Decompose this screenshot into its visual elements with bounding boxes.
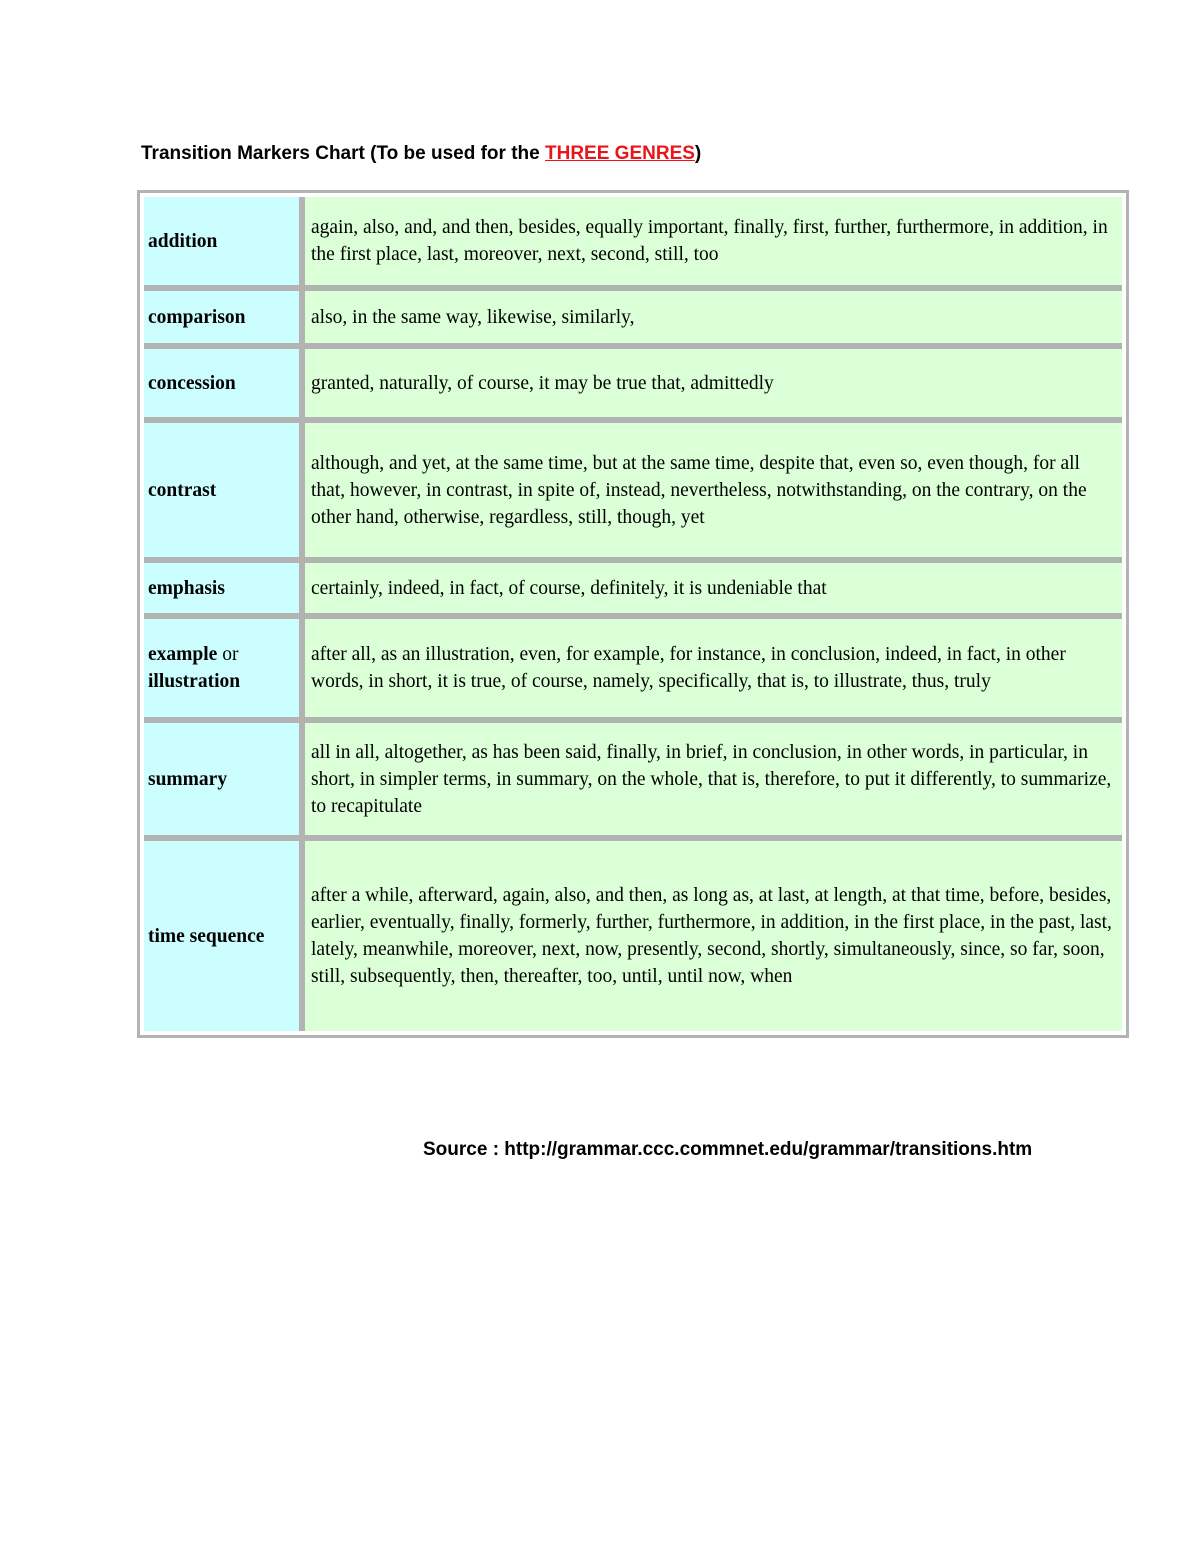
table-row <box>144 349 1122 423</box>
words-cell: after all, as an illustration, even, for example, for instance, in conclusion, indeed, in fact, in other words, in short, it is true, of course, namely, specifically, that is, to illustrate, thus, truly <box>305 619 1122 723</box>
term-cell: emphasis <box>144 563 305 619</box>
term-cell: addition <box>144 197 305 291</box>
table-row <box>144 563 1122 619</box>
title-genres-link[interactable]: THREE GENRES <box>545 143 695 164</box>
page-title <box>141 143 701 165</box>
term-illustration: illustration <box>148 671 241 692</box>
words-cell: granted, naturally, of course, it may be true that, admittedly <box>305 349 1122 423</box>
words-cell: although, and yet, at the same time, but at the same time, despite that, even so, even though, for all that, however, in contrast, in spite of, instead, nevertheless, notwithstanding, on the contrary, on the other hand, otherwise, regardless, still, though, yet <box>305 423 1122 563</box>
title-suffix: ) <box>694 143 702 164</box>
words-cell: again, also, and, and then, besides, equally important, finally, first, further, furthermore, in addition, in the first place, last, moreover, next, second, still, too <box>305 197 1122 291</box>
table-row <box>144 619 1122 723</box>
source-citation: Source : http://grammar.ccc.commnet.edu/grammar/transitions.htm <box>423 1139 1033 1160</box>
words-cell: certainly, indeed, in fact, of course, definitely, it is undeniable that <box>305 563 1122 619</box>
table-row <box>144 841 1122 1031</box>
term-cell: comparison <box>144 291 305 349</box>
table-row <box>144 423 1122 563</box>
words-cell: also, in the same way, likewise, similarly, <box>305 291 1122 349</box>
term-cell: summary <box>144 723 305 841</box>
term-cell <box>144 619 305 723</box>
words-cell: all in all, altogether, as has been said, finally, in brief, in conclusion, in other words, in particular, in short, in simpler terms, in summary, on the whole, that is, therefore, to put it differently, to summarize, to recapitulate <box>305 723 1122 841</box>
title-prefix: Transition Markers Chart (To be used for the <box>141 143 545 164</box>
transition-markers-table <box>137 190 1129 1038</box>
term-cell: concession <box>144 349 305 423</box>
table-row <box>144 723 1122 841</box>
term-cell: contrast <box>144 423 305 563</box>
term-or: or <box>222 644 239 665</box>
term-example: example <box>148 644 218 665</box>
table-row <box>144 197 1122 291</box>
words-cell: after a while, afterward, again, also, and then, as long as, at last, at length, at that time, before, besides, earlier, eventually, finally, formerly, further, furthermore, in addition, in the first place, in the past, last, lately, meanwhile, moreover, next, now, presently, second, shortly, simultaneously, since, so far, soon, still, subsequently, then, thereafter, too, until, until now, when <box>305 841 1122 1031</box>
term-cell: time sequence <box>144 841 305 1031</box>
table-row <box>144 291 1122 349</box>
